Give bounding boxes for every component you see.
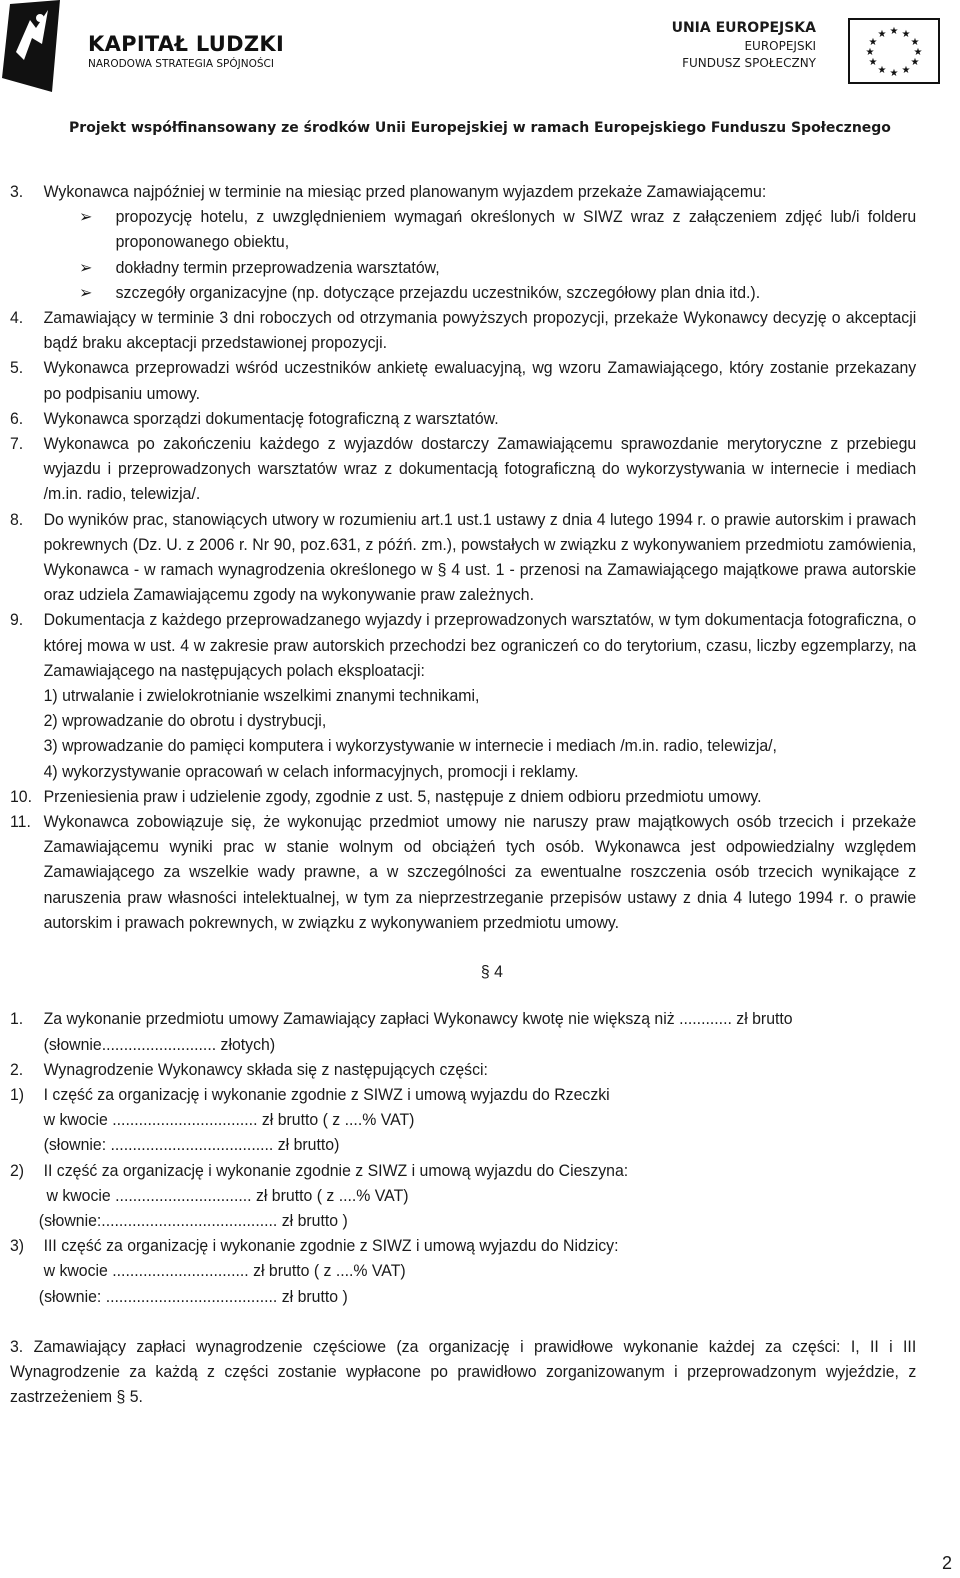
clause-8 — [10, 508, 916, 609]
exploitation-field: 4) wykorzystywanie opracowań w celach informacyjnych, promocji i reklamy. — [43, 762, 579, 781]
payment-part-1 — [10, 1083, 916, 1108]
clause-number: 11. — [10, 813, 31, 832]
clause-text: Przeniesienia praw i udzielenie zgody, zgodnie z ust. 5, następuje z dniem odbioru przedmiotu umowy. — [43, 787, 762, 806]
svg-text:★: ★ — [901, 29, 911, 40]
clause-number: 7. — [10, 435, 24, 454]
eu-logo-line3: FUNDUSZ SPOŁECZNY — [682, 56, 816, 70]
part-amount-words: (słownie:........................................ zł brutto ) — [38, 1211, 348, 1230]
document-body — [10, 180, 916, 1410]
bullet-item — [10, 205, 916, 255]
eu-logo-line2: EUROPEJSKI — [744, 39, 816, 53]
eu-logo-line1: UNIA EUROPEJSKA — [671, 20, 816, 36]
clause-9 — [10, 608, 916, 684]
section-symbol: § 4 — [480, 963, 503, 982]
bullet-item — [10, 256, 916, 281]
payment-1 — [10, 1007, 916, 1032]
clause-number: 10. — [10, 787, 33, 806]
page-header — [0, 0, 960, 136]
clause-text: Wykonawca sporządzi dokumentację fotograficzną z warsztatów. — [43, 409, 499, 428]
payment-part-2 — [10, 1159, 916, 1184]
clause-10 — [10, 785, 916, 810]
clause-text: Wykonawca po zakończeniu każdego z wyjazdów dostarczy Zamawiającemu sprawozdanie merytoryczne z przebiegu wyjazdu i przeprowadzonych warsztatów wraz z dokumentacją fotograficzną do wykorzystywania w internecie i mediach /m.in. radio, telewizja/. — [43, 435, 917, 504]
clause-number: 5. — [10, 359, 24, 378]
clause-number: 2. — [10, 1060, 24, 1079]
clause-number: 1. — [10, 1010, 24, 1029]
clause-text: Do wyników prac, stanowiących utwory w rozumieniu art.1 ust.1 ustawy z dnia 4 lutego 1994 r. o prawie autorskim i prawach pokrewnych (Dz. U. z 2006 r. Nr 90, poz.631, z późń. zm.), powstałych w związku z wykonywaniem przedmiotu zamówienia, Wykonawca - w ramach wynagrodzenia określonego w § 4 ust. 1 - przenosi na Zamawiającego majątkowe prawa autorskie oraz udziela Zamawiającemu zgody na wykonywanie praw zależnych. — [43, 510, 917, 605]
spacer — [10, 1310, 916, 1335]
part-amount-words: (słownie: ..................................... zł brutto) — [43, 1136, 340, 1155]
clause-number: 8. — [10, 510, 24, 529]
clause-number: 9. — [10, 611, 24, 630]
page-number: 2 — [941, 1553, 952, 1573]
clause-text: Wykonawca zobowiązuje się, że wykonując przedmiot umowy nie naruszy praw majątkowych osób trzecich i przekaże Zamawiającemu wyniki prac w stanie wolnym od obciążeń tych osób. Wykonawca jest odpowiedzialny względem Zamawiającego za wszelkie wady prawne, a w szczególności za ewentualne roszczenia osób trzecich wynikające z naruszenia praw własności intelektualnej, w tym za nieprzestrzeganie przepisów ustawy z dnia 4 lutego 1994 r. o prawie autorskim i prawach pokrewnych, w związku z wykonywaniem przedmiotu umowy. — [43, 813, 917, 932]
part-amount: w kwocie ................................. zł brutto ( z ....% VAT) — [43, 1111, 415, 1130]
svg-text:★: ★ — [865, 47, 875, 58]
payment-amount-words: (słownie.......................... złotych) — [43, 1035, 276, 1054]
clause-7 — [10, 432, 916, 508]
arrow-bullet-icon: ➢ — [79, 258, 93, 277]
exploitation-field: 2) wprowadzanie do obrotu i dystrybucji, — [43, 712, 327, 731]
payment-2 — [10, 1058, 916, 1083]
logo-left-title: KAPITAŁ LUDZKI — [88, 32, 285, 56]
clause-text: Wynagrodzenie Wykonawcy składa się z następujących części: — [43, 1060, 488, 1079]
svg-text:★: ★ — [913, 47, 923, 58]
part-title: I część za organizację i wykonanie zgodnie z SIWZ i umową wyjazdu do Rzeczki — [43, 1085, 610, 1104]
payment-part-3 — [10, 1234, 916, 1259]
logo-left-subtitle: NARODOWA STRATEGIA SPÓJNOŚCI — [88, 58, 274, 70]
svg-text:★: ★ — [910, 37, 920, 48]
eu-logo — [671, 18, 940, 84]
arrow-bullet-icon: ➢ — [79, 283, 93, 302]
part-title: III część za organizację i wykonanie zgodnie z SIWZ i umową wyjazdu do Nidzicy: — [43, 1237, 619, 1256]
svg-text:★: ★ — [889, 26, 899, 37]
clause-6 — [10, 407, 916, 432]
part-number: 3) — [10, 1237, 25, 1256]
svg-text:★: ★ — [910, 57, 920, 68]
kapital-ludzki-emblem-icon — [2, 0, 82, 92]
clause-number: 3. — [10, 183, 24, 201]
bullet-text: propozycję hotelu, z uwzględnieniem wymagań określonych w SIWZ wraz z załączeniem zdjęć lub/i folderu proponowanego obiektu, — [115, 208, 917, 252]
part-amount: w kwocie ............................... zł brutto ( z ....% VAT) — [46, 1186, 409, 1205]
svg-text:★: ★ — [901, 65, 911, 76]
payment-3: 3. Zamawiający zapłaci wynagrodzenie częściowe (za organizację i prawidłowe wykonanie każdej za części: I, II i III Wynagrodzenie za każdą z części zostanie wypłacone po prawidłowo zorganizowanym i przeprowadzonym wyjeździe, z zastrzeżeniem § 5. — [10, 1337, 917, 1407]
section-heading — [10, 960, 916, 985]
clause-5 — [10, 356, 916, 406]
clause-4 — [10, 306, 916, 356]
svg-text:★: ★ — [877, 29, 887, 40]
svg-text:★: ★ — [877, 65, 887, 76]
part-number: 2) — [10, 1161, 25, 1180]
part-amount: w kwocie ............................... zł brutto ( z ....% VAT) — [43, 1262, 406, 1281]
svg-text:★: ★ — [889, 68, 899, 79]
svg-text:★: ★ — [868, 57, 878, 68]
clause-11 — [10, 810, 916, 936]
clause-text: Wykonawca przeprowadzi wśród uczestników ankietę ewaluacyjną, wg wzoru Zamawiającego, który zostanie przekazany po podpisaniu umowy. — [43, 359, 917, 403]
exploitation-field: 3) wprowadzanie do pamięci komputera i wykorzystywanie w internecie i mediach /m.in. radio, telewizja/, — [43, 737, 777, 756]
bullet-item — [10, 281, 916, 306]
project-cofinancing-note: Projekt współfinansowany ze środków Unii Europejskiej w ramach Europejskiego Funduszu Społecznego — [69, 120, 891, 136]
clause-3 — [10, 180, 916, 205]
kapital-ludzki-logo — [2, 0, 302, 92]
bullet-text: dokładny termin przeprowadzenia warsztatów, — [115, 258, 440, 277]
clause-text: Dokumentacja z każdego przeprowadzanego wyjazdy i przeprowadzonych warsztatów, w tym dokumentacja fotograficzna, o której mowa w ust. 4 w zakresie praw autorskich przechodzi bez ograniczeń co do terytorium, czasu, liczby egzemplarzy, na Zamawiającego na następujących polach eksploatacji: — [43, 611, 917, 680]
clause-text: Za wykonanie przedmiotu umowy Zamawiający zapłaci Wykonawcy kwotę nie większą niż ............ zł brutto — [43, 1010, 793, 1029]
part-number: 1) — [10, 1085, 25, 1104]
clause-number: 4. — [10, 309, 24, 328]
part-title: II część za organizację i wykonanie zgodnie z SIWZ i umową wyjazdu do Cieszyna: — [43, 1161, 629, 1180]
eu-flag-icon — [848, 18, 940, 84]
arrow-bullet-icon: ➢ — [79, 208, 93, 227]
clause-number: 6. — [10, 409, 24, 428]
part-amount-words: (słownie: ....................................... zł brutto ) — [38, 1287, 348, 1306]
clause-text: Wykonawca najpóźniej w terminie na miesiąc przed planowanym wyjazdem przekaże Zamawiającemu: — [43, 183, 767, 201]
bullet-text: szczegóły organizacyjne (np. dotyczące przejazdu uczestników, szczegółowy plan dnia itd.). — [115, 283, 761, 302]
svg-text:★: ★ — [868, 37, 878, 48]
exploitation-field: 1) utrwalanie i zwielokrotnianie wszelkimi znanymi technikami, — [43, 687, 480, 706]
clause-text: Zamawiający w terminie 3 dni roboczych od otrzymania powyższych propozycji, przekaże Wykonawcy decyzję o akceptacji bądź braku akceptacji przedstawionej propozycji. — [43, 309, 917, 353]
